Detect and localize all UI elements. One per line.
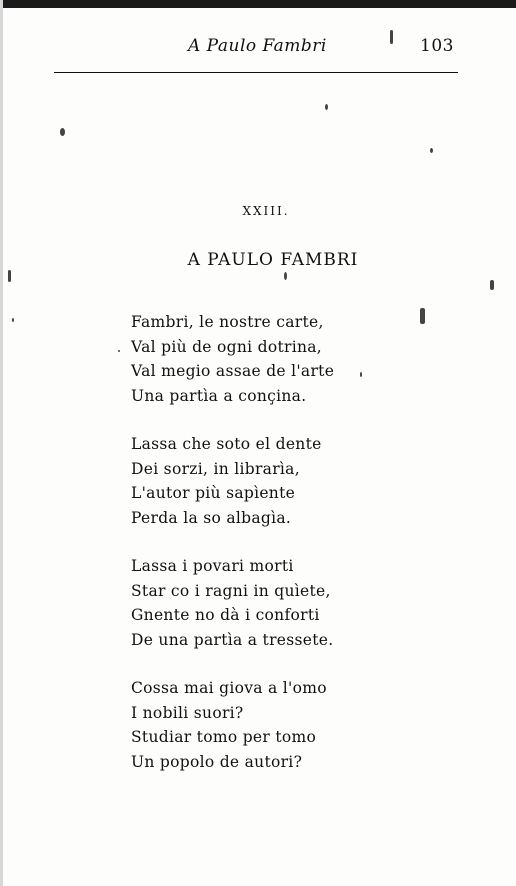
paper-speck [8,270,11,282]
poem-line: Una partìa a conçina. [131,386,307,405]
paper-speck [12,318,14,322]
stanza [131,554,461,652]
poem-line: L'autor più sapìente [131,484,296,502]
poem [131,310,461,798]
poem-line: De una partìa a tressete. [131,630,334,649]
poem-line: Cossa mai giova a l'omo [131,679,327,697]
poem-line: Gnente no dà i conforti [131,606,320,624]
paper-speck [420,308,425,324]
running-title: A Paulo Fambri [188,36,327,56]
poem-line: Fambri, le nostre carte, [131,313,324,331]
poem-line: Dei sorzi, in librarìa, [131,459,300,478]
page-number: 103 [420,36,454,56]
page-top-edge [0,0,516,8]
header-rule [54,72,458,73]
poem-line: Un popolo de autori? [131,752,303,771]
poem-line: Val megio assae de l'arte [131,362,335,380]
poem-line: Star co i ragni in quìete, [131,581,331,600]
page-left-edge [0,0,3,886]
poem-title: A PAULO FAMBRI [187,250,359,270]
paper-speck [490,280,494,290]
poem-line: Perda la so albagìa. [131,508,292,527]
poem-line: Val più de ogni dotrina, [131,337,323,356]
paper-speck [360,372,362,377]
poem-line: Lassa che soto el dente [131,435,322,453]
running-head [0,36,516,62]
stanza [131,432,461,530]
paper-speck [430,148,433,153]
stanza [131,676,461,774]
paper-speck [118,350,120,352]
paper-speck [60,128,65,136]
paper-speck [390,30,393,44]
paper-speck [325,104,328,110]
poem-line: Lassa i povari morti [131,557,294,575]
stanza [131,310,461,408]
poem-line: Studiar tomo per tomo [131,728,317,746]
section-number: XXIII. [242,204,290,218]
paper-speck [284,272,287,280]
poem-line: I nobili suori? [131,703,244,722]
